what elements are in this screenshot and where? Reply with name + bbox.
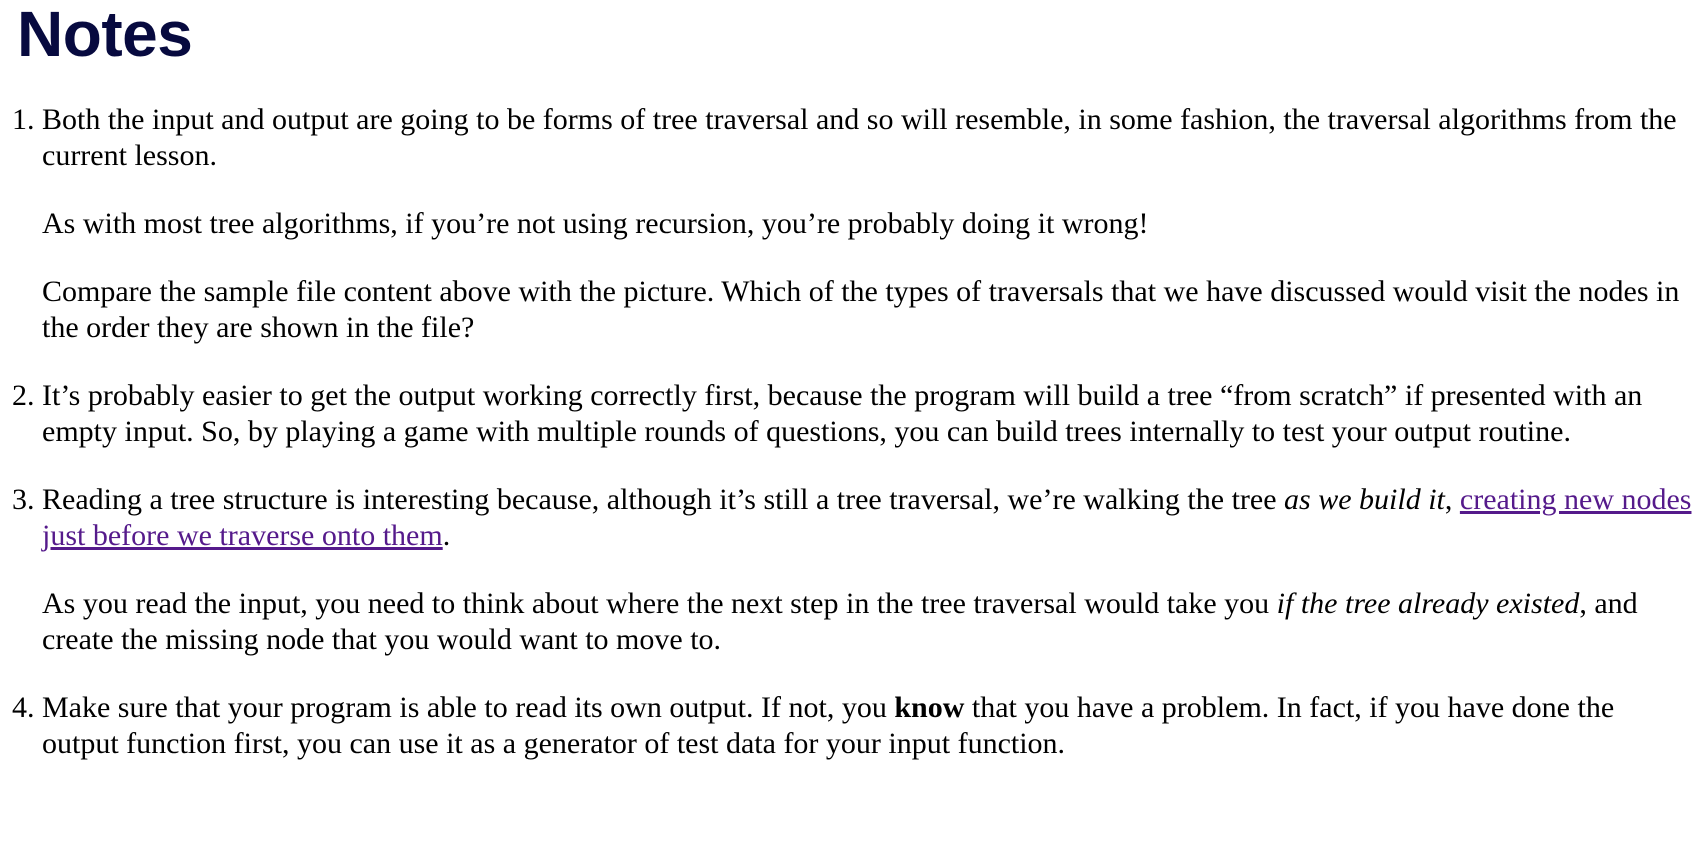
notes-list	[0, 102, 1702, 762]
note-3-emphasis-2: if the tree already existed	[1276, 587, 1580, 620]
note-4-text-a: Make sure that your program is able to read its own output. If not, you	[42, 691, 895, 724]
note-4-strong: know	[894, 691, 965, 724]
page-title: Notes	[17, 0, 193, 70]
note-3-paragraph-2	[42, 586, 1692, 658]
note-item-4	[42, 690, 1692, 762]
note-item-1	[42, 102, 1692, 346]
note-3-text-a: Reading a tree structure is interesting because, although it’s still a tree traversal, we’re walking the tree	[42, 483, 1285, 516]
note-3-period: .	[442, 519, 451, 552]
note-2-paragraph-1: 2. It’s probably easier to get the output working correctly first, because the program will build a tree “from scratch” if presented with an empty input. So, by playing a game with multiple rounds of questions, you can build trees internally to test your output routine.	[42, 379, 1643, 448]
note-4-text-b: that you have a problem. In fact, if you have done the output function first, you can use it as a generator of test data for your input function.	[42, 691, 1615, 760]
note-item-2	[42, 378, 1692, 450]
note-1-paragraph-2: As with most tree algorithms, if you’re not using recursion, you’re probably doing it wrong!	[42, 207, 1149, 240]
note-3-emphasis: as we build it	[1284, 483, 1445, 516]
note-1-paragraph-1: 1. Both the input and output are going to be forms of tree traversal and so will resemble, in some fashion, the traversal algorithms from the current lesson.	[42, 103, 1677, 172]
note-3-text-c: , and create the missing node that you would want to move to.	[42, 587, 1638, 656]
note-3-comma: ,	[1444, 483, 1460, 516]
note-3-text-b: As you read the input, you need to think about where the next step in the tree traversal would take you	[42, 587, 1277, 620]
note-1-paragraph-3: Compare the sample file content above with the picture. Which of the types of traversals that we have discussed would visit the nodes in the order they are shown in the file?	[42, 275, 1680, 344]
note-4-paragraph-1	[42, 690, 1692, 762]
creating-new-nodes-link[interactable]: creating new nodes just before we traverse onto them	[42, 483, 1692, 552]
note-3-paragraph-1	[42, 482, 1692, 554]
note-item-3	[42, 482, 1692, 658]
